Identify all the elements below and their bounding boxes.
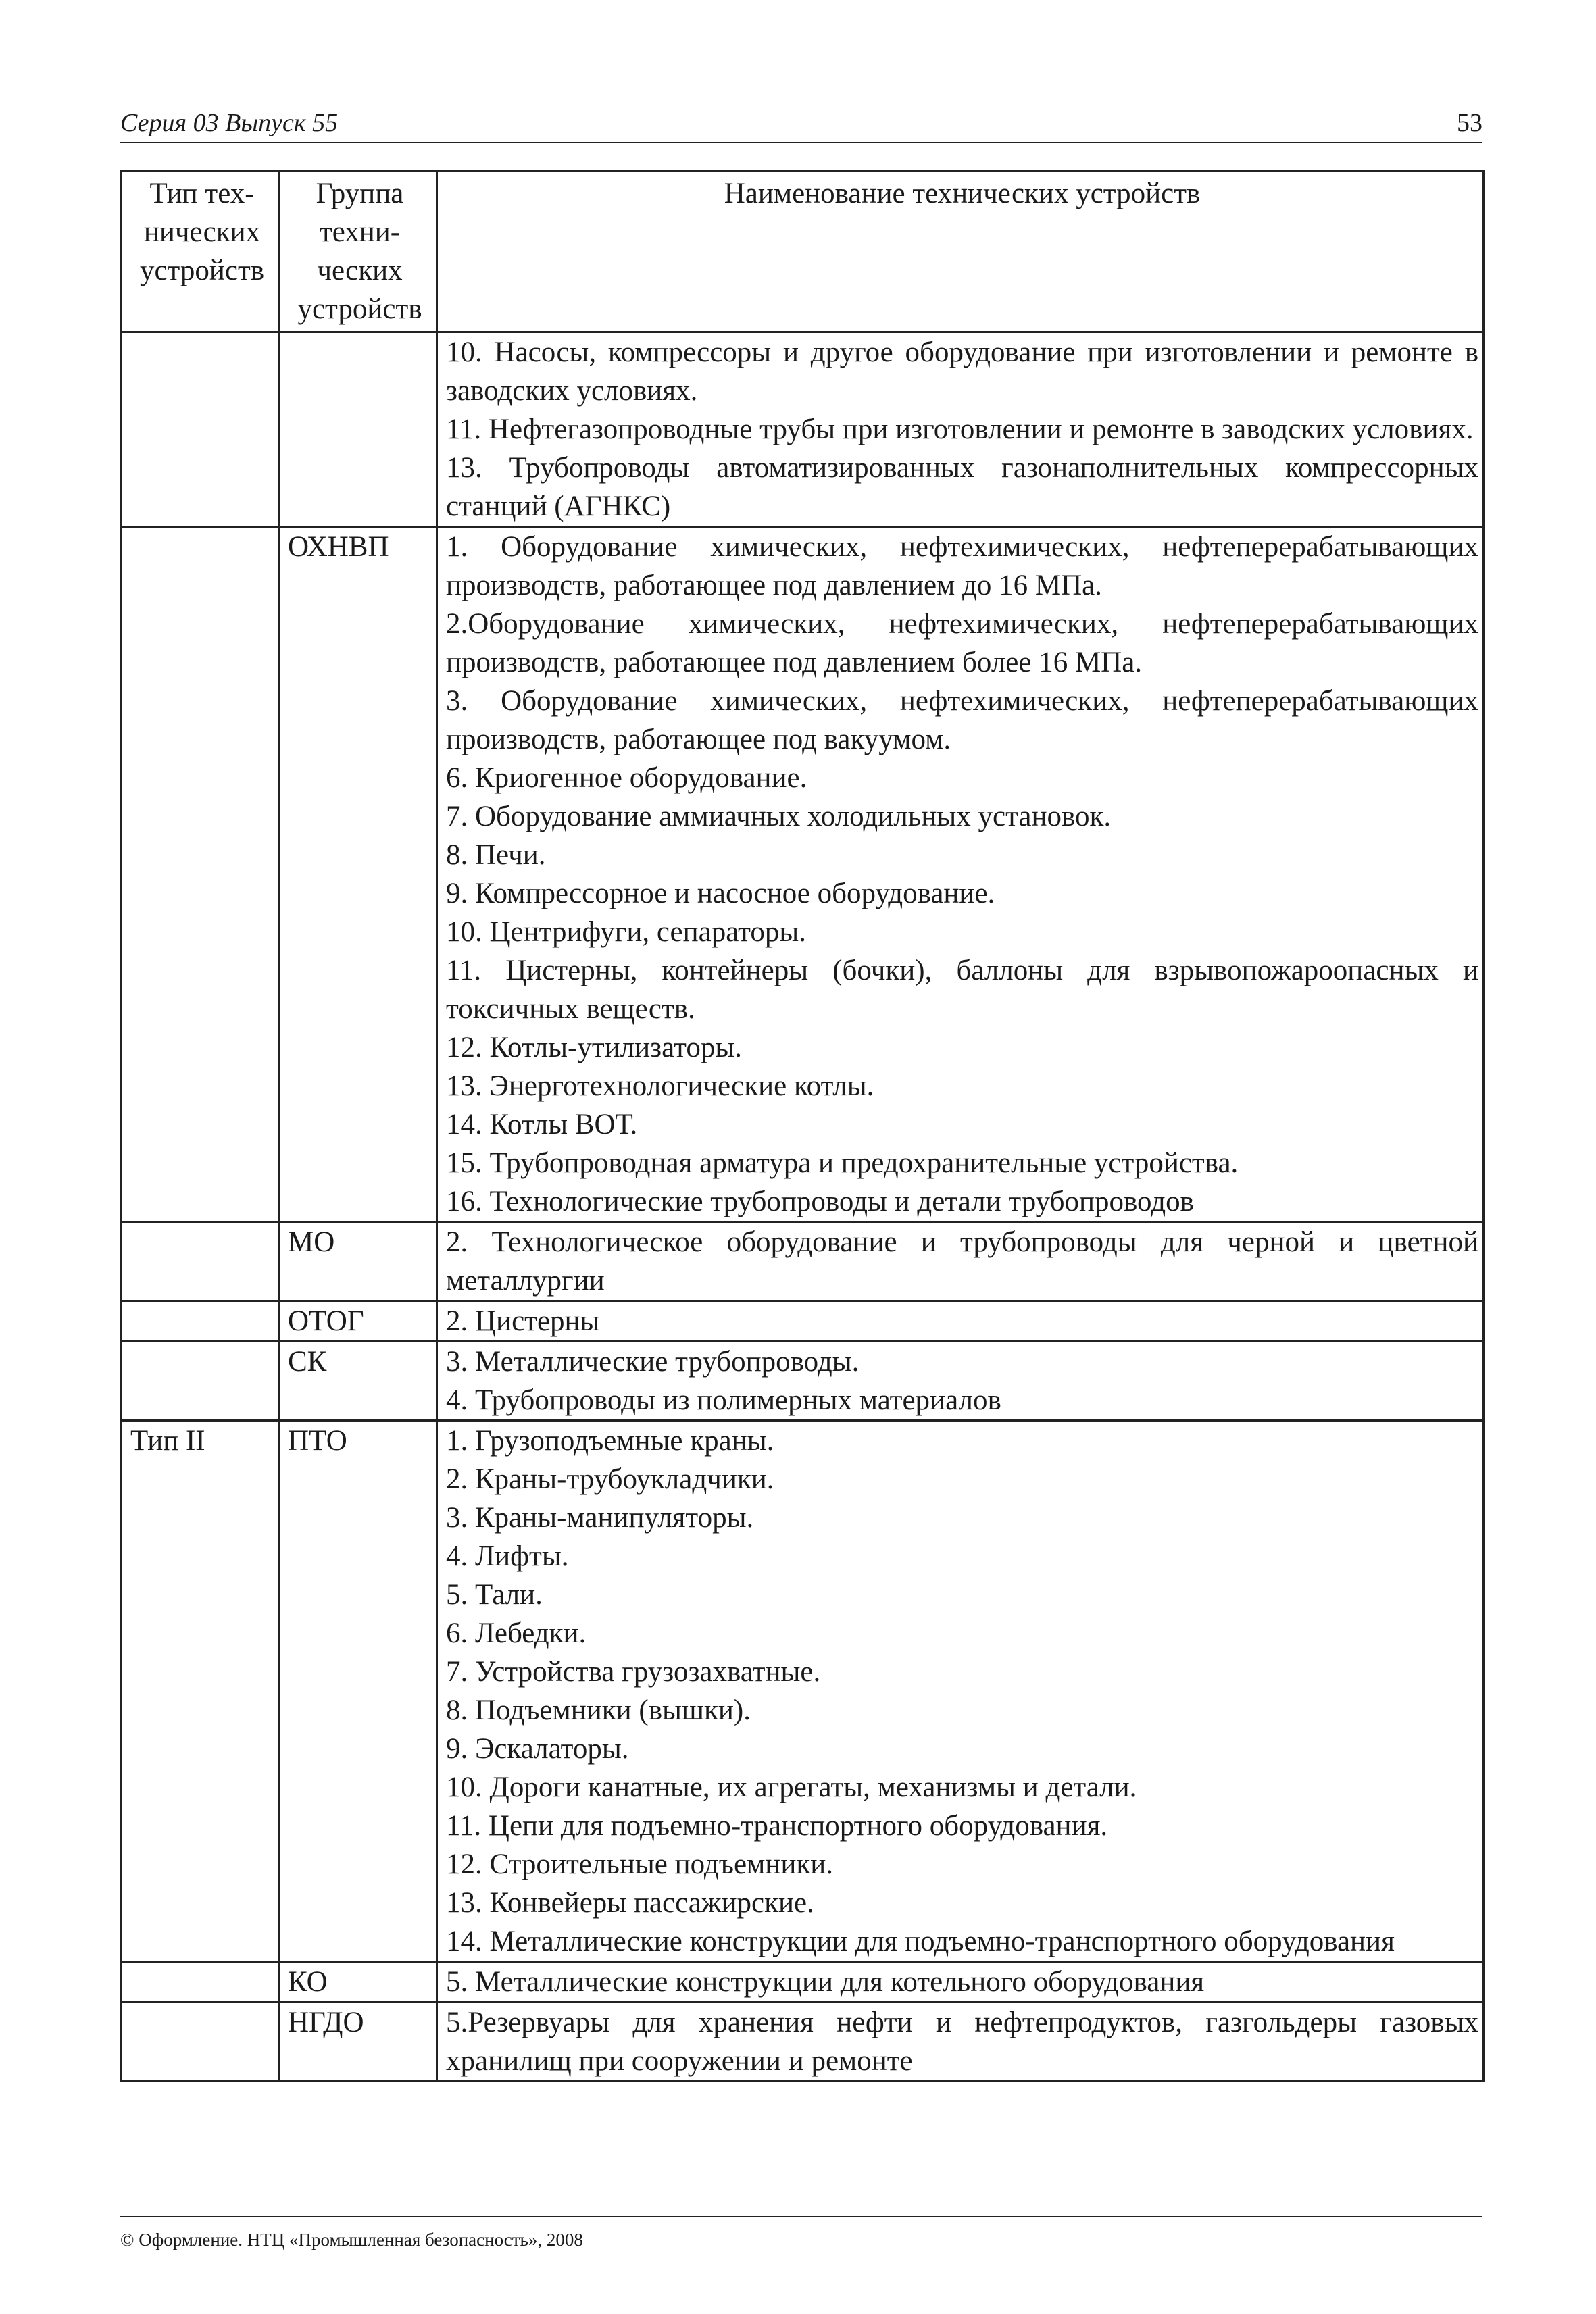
- device-item: 10. Дороги канатные, их агрегаты, механизмы и детали.: [446, 1771, 1137, 1803]
- device-item: 5. Тали.: [446, 1579, 543, 1611]
- cell-device-names: [437, 1421, 1484, 1962]
- table-row: [122, 2003, 1484, 2082]
- device-item: 3. Металлические трубопроводы.: [446, 1346, 859, 1378]
- cell-type: [122, 1301, 279, 1342]
- cell-device-names: [437, 527, 1484, 1222]
- device-item: 11. Нефтегазопроводные трубы при изготовлении и ремонте в заводских условиях.: [446, 413, 1474, 445]
- table-row: [122, 1342, 1484, 1421]
- cell-group: ОХНВП: [279, 527, 437, 1222]
- cell-type: [122, 332, 279, 527]
- page-header: [120, 103, 1482, 143]
- device-item: 3. Оборудование химических, нефтехимических, нефтеперерабатывающих производств, работающее под вакуумом.: [446, 685, 1478, 755]
- table-row: [122, 1962, 1484, 2003]
- device-item: 8. Печи.: [446, 839, 546, 871]
- cell-group: МО: [279, 1222, 437, 1301]
- cell-device-names: [437, 1301, 1484, 1342]
- device-item: 10. Центрифуги, сепараторы.: [446, 916, 807, 948]
- devices-table: [120, 170, 1485, 2082]
- device-item: 5. Металлические конструкции для котельного оборудования: [446, 1966, 1205, 1998]
- page-number: 53: [1457, 109, 1482, 137]
- series-title: Серия 03 Выпуск 55: [120, 109, 339, 137]
- cell-type: [122, 1342, 279, 1421]
- header-group: Группа техни- ческих устройств: [279, 171, 437, 332]
- device-item: 2. Технологическое оборудование и трубопроводы для черной и цветной металлургии: [446, 1226, 1478, 1297]
- device-item: 12. Котлы-утилизаторы.: [446, 1032, 742, 1063]
- page-footer: [120, 2216, 1482, 2250]
- table-row: [122, 332, 1484, 527]
- device-item: 1. Оборудование химических, нефтехимических, нефтеперерабатывающих производств, работающее под давлением до 16 МПа.: [446, 531, 1478, 601]
- cell-group: ОТОГ: [279, 1301, 437, 1342]
- device-item: 4. Трубопроводы из полимерных материалов: [446, 1384, 1001, 1416]
- device-item: 1. Грузоподъемные краны.: [446, 1425, 774, 1457]
- device-item: 6. Лебедки.: [446, 1617, 587, 1649]
- cell-type: [122, 2003, 279, 2082]
- cell-type: [122, 1962, 279, 2003]
- table-row: [122, 1421, 1484, 1962]
- cell-device-names: [437, 1962, 1484, 2003]
- device-item: 2.Оборудование химических, нефтехимических, нефтеперерабатывающих производств, работающее под давлением более 16 МПа.: [446, 608, 1478, 678]
- table-row: [122, 1222, 1484, 1301]
- device-item: 12. Строительные подъемники.: [446, 1848, 833, 1880]
- header-name: Наименование технических устройств: [437, 171, 1484, 332]
- device-item: 2. Цистерны: [446, 1305, 600, 1337]
- device-item: 5.Резервуары для хранения нефти и нефтепродуктов, газгольдеры газовых хранилищ при сооружении и ремонте: [446, 2007, 1478, 2077]
- cell-type: Тип II: [122, 1421, 279, 1962]
- cell-type: [122, 1222, 279, 1301]
- cell-group: [279, 332, 437, 527]
- device-item: 13. Конвейеры пассажирские.: [446, 1887, 814, 1919]
- table-body: [122, 332, 1484, 2082]
- table-row: [122, 527, 1484, 1222]
- device-item: 13. Энерготехнологические котлы.: [446, 1070, 874, 1102]
- device-item: 9. Эскалаторы.: [446, 1733, 629, 1765]
- device-item: 11. Цепи для подъемно-транспортного оборудования.: [446, 1810, 1108, 1842]
- table-row: [122, 1301, 1484, 1342]
- device-item: 14. Котлы ВОТ.: [446, 1109, 638, 1140]
- device-item: 9. Компрессорное и насосное оборудование.: [446, 878, 995, 909]
- device-item: 4. Лифты.: [446, 1540, 569, 1572]
- device-item: 8. Подъемники (вышки).: [446, 1694, 751, 1726]
- cell-device-names: [437, 332, 1484, 527]
- device-item: 2. Краны-трубоукладчики.: [446, 1463, 774, 1495]
- cell-device-names: [437, 2003, 1484, 2082]
- cell-type: [122, 527, 279, 1222]
- device-item: 10. Насосы, компрессоры и другое оборудование при изготовлении и ремонте в заводских условиях.: [446, 336, 1478, 407]
- device-item: 7. Оборудование аммиачных холодильных установок.: [446, 801, 1112, 832]
- device-item: 13. Трубопроводы автоматизированных газонаполнительных компрессорных станций (АГНКС): [446, 452, 1478, 522]
- table-header-row: [122, 171, 1484, 332]
- device-item: 14. Металлические конструкции для подъемно-транспортного оборудования: [446, 1926, 1395, 1957]
- device-item: 6. Криогенное оборудование.: [446, 762, 807, 794]
- device-item: 7. Устройства грузозахватные.: [446, 1656, 821, 1688]
- device-item: 3. Краны-манипуляторы.: [446, 1502, 754, 1534]
- device-item: 16. Технологические трубопроводы и детали трубопроводов: [446, 1186, 1194, 1217]
- copyright-text: © Оформление. НТЦ «Промышленная безопасность», 2008: [120, 2230, 583, 2250]
- cell-device-names: [437, 1342, 1484, 1421]
- cell-group: ПТО: [279, 1421, 437, 1962]
- header-type: Тип тех- нических устройств: [122, 171, 279, 332]
- cell-group: НГДО: [279, 2003, 437, 2082]
- device-item: 15. Трубопроводная арматура и предохранительные устройства.: [446, 1147, 1239, 1179]
- cell-group: СК: [279, 1342, 437, 1421]
- cell-device-names: [437, 1222, 1484, 1301]
- cell-group: КО: [279, 1962, 437, 2003]
- device-item: 11. Цистерны, контейнеры (бочки), баллоны для взрывопожароопасных и токсичных веществ.: [446, 955, 1478, 1025]
